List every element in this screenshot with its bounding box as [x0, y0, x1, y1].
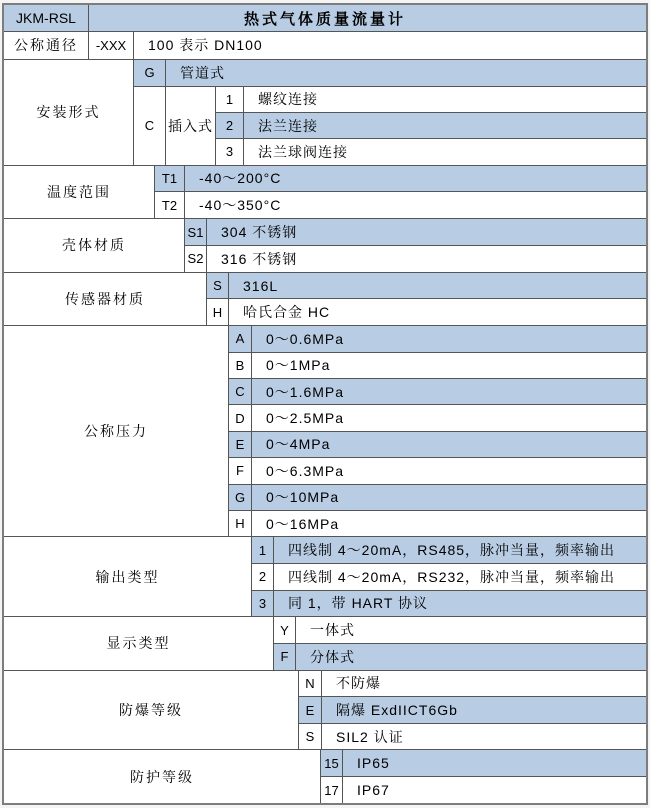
- option-row: [274, 617, 646, 644]
- option-row: [274, 644, 646, 670]
- option-row: [229, 405, 646, 431]
- option-row: [252, 591, 646, 617]
- desc-cell: 316 不锈钢: [221, 250, 298, 267]
- label-output-type: 输出类型: [4, 537, 252, 616]
- code-cell: 2: [252, 564, 274, 590]
- section-explosion-proof-grade: [4, 671, 646, 751]
- option-row: [185, 246, 646, 272]
- spec-table: [2, 3, 648, 805]
- desc-cell: 0～1MPa: [266, 357, 331, 374]
- code-cell: N: [299, 671, 322, 697]
- code-cell: 1: [252, 537, 274, 563]
- code-cell: S: [207, 273, 229, 299]
- desc-cell: 0～0.6MPa: [252, 326, 646, 351]
- code-cell: E: [229, 432, 252, 457]
- desc-cell: 0～2.5MPa: [266, 410, 345, 427]
- label-display-type: 显示类型: [4, 617, 274, 670]
- label-temperature-range: 温度范围: [4, 166, 155, 219]
- section-nominal-pressure: [4, 326, 646, 537]
- code-cell: 1: [216, 87, 244, 112]
- code-cell: T1: [155, 166, 185, 192]
- desc-cell: 管道式: [166, 60, 646, 86]
- option-row: [252, 537, 646, 564]
- option-row: [299, 697, 646, 724]
- desc-cell: 不防爆: [336, 675, 381, 692]
- code-cell: G: [229, 485, 252, 510]
- code-cell: F: [274, 644, 296, 670]
- section-housing-material: [4, 219, 646, 273]
- code-cell: S2: [185, 246, 207, 272]
- desc-cell: 隔爆 ExdIICT6Gb: [322, 697, 646, 723]
- option-row: [229, 511, 646, 536]
- code-cell: -XXX: [89, 32, 134, 58]
- option-row: [229, 432, 646, 458]
- desc-cell: 法兰球阀连接: [258, 143, 348, 160]
- desc-cell: 0～16MPa: [266, 515, 340, 532]
- code-cell: G: [134, 60, 166, 86]
- code-cell: S1: [185, 219, 207, 245]
- label-explosion-proof-grade: 防爆等级: [4, 671, 299, 750]
- code-cell: H: [207, 299, 229, 325]
- option-row: [252, 564, 646, 591]
- code-cell: 3: [252, 591, 274, 617]
- code-cell: D: [229, 405, 252, 430]
- desc-cell: 哈氏合金 HC: [243, 304, 331, 321]
- code-cell: A: [229, 326, 252, 351]
- desc-cell: 同 1，带 HART 协议: [274, 591, 646, 617]
- option-row: [185, 219, 646, 246]
- insertion-label: 插入式: [166, 87, 216, 165]
- code-cell: S: [299, 724, 322, 750]
- option-row: [216, 113, 646, 139]
- code-cell: H: [229, 511, 252, 536]
- model-code: JKM-RSL: [4, 5, 89, 31]
- desc-cell: 分体式: [296, 644, 646, 670]
- code-cell: F: [229, 458, 252, 483]
- section-protection-grade: [4, 750, 646, 803]
- code-cell: Y: [274, 617, 296, 643]
- option-row: [229, 353, 646, 379]
- option-row: [207, 273, 646, 300]
- desc-cell: 304 不锈钢: [207, 219, 646, 245]
- desc-cell: SIL2 认证: [336, 728, 404, 745]
- desc-cell: 0～6.3MPa: [266, 462, 345, 479]
- option-row: [321, 777, 646, 803]
- desc-cell: IP65: [343, 750, 646, 776]
- section-display-type: [4, 617, 646, 671]
- option-row: [299, 671, 646, 698]
- desc-cell: 0～4MPa: [252, 432, 646, 457]
- option-row: [216, 139, 646, 164]
- option-row: [299, 724, 646, 750]
- desc-cell: IP67: [357, 782, 390, 799]
- label-nominal-pressure: 公称压力: [4, 326, 229, 536]
- desc-cell: 法兰连接: [244, 113, 646, 138]
- option-row: [216, 87, 646, 113]
- desc-cell: 0～1.6MPa: [252, 379, 646, 404]
- code-cell: C: [229, 379, 252, 404]
- label-protection-grade: 防护等级: [4, 750, 321, 803]
- code-cell: C: [134, 87, 166, 165]
- code-cell: E: [299, 697, 322, 723]
- code-cell: 3: [216, 139, 244, 164]
- insertion-block: [134, 87, 646, 165]
- section-output-type: [4, 537, 646, 617]
- label-housing-material: 壳体材质: [4, 219, 185, 272]
- section-install-type: [4, 60, 646, 166]
- code-cell: T2: [155, 192, 185, 218]
- section-nominal-diameter: [4, 32, 646, 59]
- desc-cell: 四线制 4～20mA，RS232，脉冲当量，频率输出: [288, 568, 616, 585]
- desc-cell: -40～350°C: [199, 197, 282, 214]
- option-row: [155, 192, 646, 218]
- option-row: [229, 379, 646, 405]
- label-sensor-material: 传感器材质: [4, 273, 207, 326]
- section-temperature-range: [4, 166, 646, 220]
- option-row: [229, 458, 646, 484]
- code-cell: B: [229, 353, 252, 378]
- section-sensor-material: [4, 273, 646, 327]
- desc-cell: 316L: [229, 273, 646, 299]
- table-title: 热式气体质量流量计: [243, 10, 406, 28]
- desc-cell: 螺纹连接: [258, 91, 318, 108]
- option-row: [229, 326, 646, 352]
- option-row: [134, 60, 646, 87]
- option-row: [229, 485, 646, 511]
- header-row: [4, 5, 646, 32]
- desc-cell: 四线制 4～20mA，RS485，脉冲当量，频率输出: [274, 537, 646, 563]
- option-row: [155, 166, 646, 193]
- title-cell: [89, 5, 646, 31]
- desc-cell: 一体式: [310, 622, 355, 638]
- option-row: [321, 750, 646, 777]
- label-install-type: 安装形式: [4, 60, 134, 165]
- label-nominal-diameter: 公称通径: [4, 32, 89, 58]
- desc-cell: 100 表示 DN100: [148, 37, 263, 54]
- code-cell: 15: [321, 750, 343, 776]
- desc-cell: 0～10MPa: [252, 485, 646, 510]
- code-cell: 2: [216, 113, 244, 138]
- code-cell: 17: [321, 777, 343, 803]
- desc-cell: -40～200°C: [185, 166, 646, 192]
- option-row: [207, 299, 646, 325]
